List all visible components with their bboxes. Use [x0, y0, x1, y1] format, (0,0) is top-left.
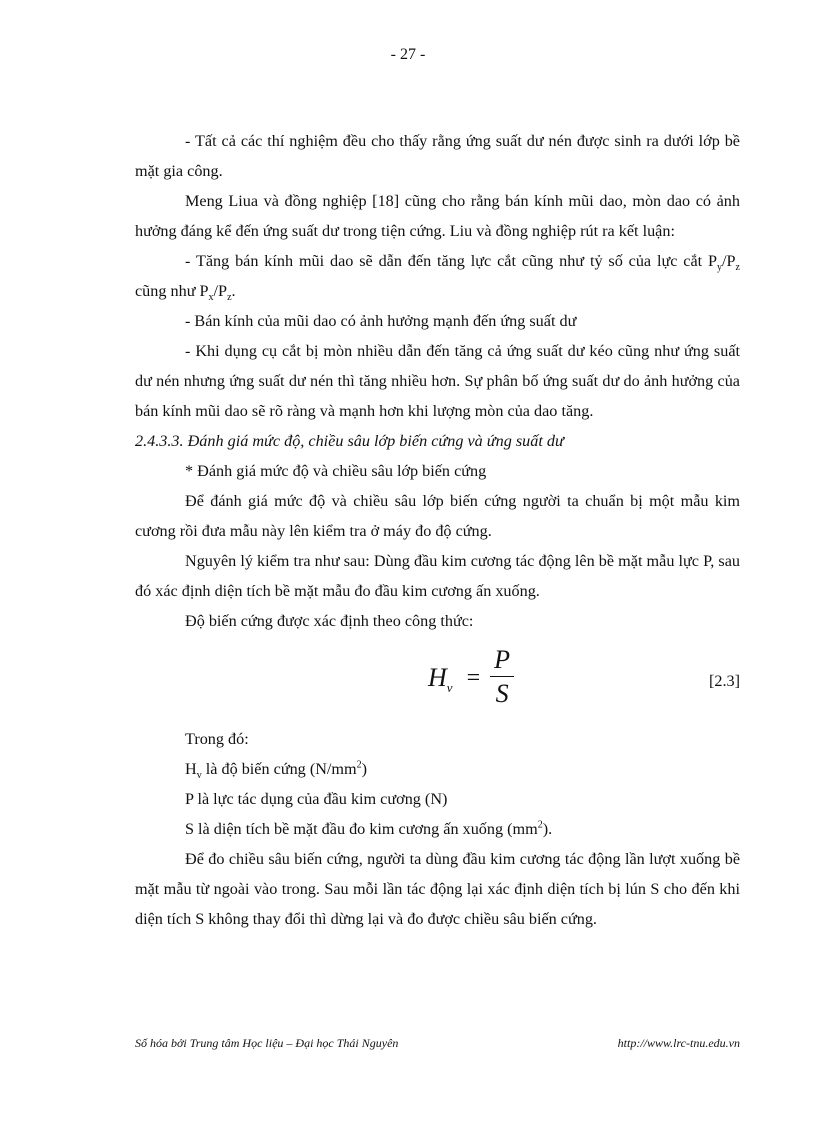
formula-equals: =: [466, 664, 481, 691]
paragraph-nose-radius-force: - Tăng bán kính mũi dao sẽ dẫn đến tăng lực cắt cũng như tỷ số của lực cắt $P_y/P_z$ cũng như $P_x/P_z$.: [135, 252, 740, 304]
where-label: Trong đó:: [185, 730, 249, 748]
paragraph-formula-intro: Độ biến cứng được xác định theo công thức:: [185, 612, 474, 630]
paragraph-conclusion: - Tất cả các thí nghiệm đều cho thấy rằng ứng suất dư nén được sinh ra dưới lớp bề mặt gia công.: [135, 132, 740, 180]
formula-lhs: $H_v$: [428, 662, 453, 695]
footer-source: Số hóa bởi Trung tâm Học liệu – Đại học Thái Nguyên: [135, 1036, 399, 1050]
term-s: S là diện tích bề mặt đầu đo kim cương ấn xuống $(mm^2)$.: [185, 819, 553, 838]
term-hv: $H_v$ là độ biến cứng $(N/mm^2)$: [185, 759, 367, 782]
subheading: * Đánh giá mức độ và chiều sâu lớp biến cứng: [185, 462, 487, 480]
page-number: - 27 -: [390, 46, 426, 63]
term-p: P là lực tác dụng của đầu kim cương (N): [185, 790, 448, 808]
formula-numerator: P: [494, 645, 511, 674]
section-heading: 2.4.3.3. Đánh giá mức độ, chiều sâu lớp biến cứng và ứng suất dư: [135, 432, 564, 450]
paragraph-depth-measurement: Để đo chiều sâu biến cứng, người ta dùng đầu kim cương tác động lần lượt xuống bề mặt mẫu từ ngoài vào trong. Sau mỗi lần tác động lại xác định diện tích bị lún S cho đến khi diện tích S không thay đổi thì dừng lại và đo được chiều sâu biến cứng.: [135, 850, 740, 928]
formula-denominator: S: [495, 679, 509, 709]
equation-number: [2.3]: [708, 672, 740, 690]
formula-fraction: [490, 644, 514, 711]
footer-url[interactable]: http://www.lrc-tnu.edu.vn: [617, 1036, 740, 1050]
paragraph-nose-radius-effect: - Bán kính của mũi dao có ảnh hưởng mạnh đến ứng suất dư: [185, 312, 577, 330]
paragraph-preparation: Để đánh giá mức độ và chiều sâu lớp biến cứng người ta chuẩn bị một mẫu kim cương rồi đưa mẫu này lên kiểm tra ở máy đo độ cứng.: [135, 492, 740, 540]
paragraph-meng-liua: Meng Liua và đồng nghiệp [18] cũng cho rằng bán kính mũi dao, mòn dao có ảnh hưởng đáng kể đến ứng suất dư trong tiện cứng. Liu và đồng nghiệp rút ra kết luận:: [135, 192, 740, 240]
hardness-formula: [428, 644, 514, 711]
paragraph-tool-wear: - Khi dụng cụ cắt bị mòn nhiều dẫn đến tăng cả ứng suất dư kéo cũng như ứng suất dư nén nhưng ứng suất dư nén thì tăng nhiều hơn. Sự phân bố ứng suất dư do ảnh hưởng của bán kính mũi dao sẽ rõ ràng và mạnh hơn khi lượng mòn của dao tăng.: [135, 342, 740, 420]
formula-block: [135, 636, 740, 724]
text-segment: - Tăng bán kính mũi dao sẽ dẫn đến tăng lực cắt cũng như tỷ số của lực cắt: [185, 252, 709, 270]
page-body: [135, 126, 740, 934]
paragraph-principle: Nguyên lý kiểm tra như sau: Dùng đầu kim cương tác động lên bề mặt mẫu lực P, sau đó xác định diện tích bề mặt mẫu đo đầu kim cương ấn xuống.: [135, 552, 740, 600]
page-footer: [135, 1036, 740, 1051]
